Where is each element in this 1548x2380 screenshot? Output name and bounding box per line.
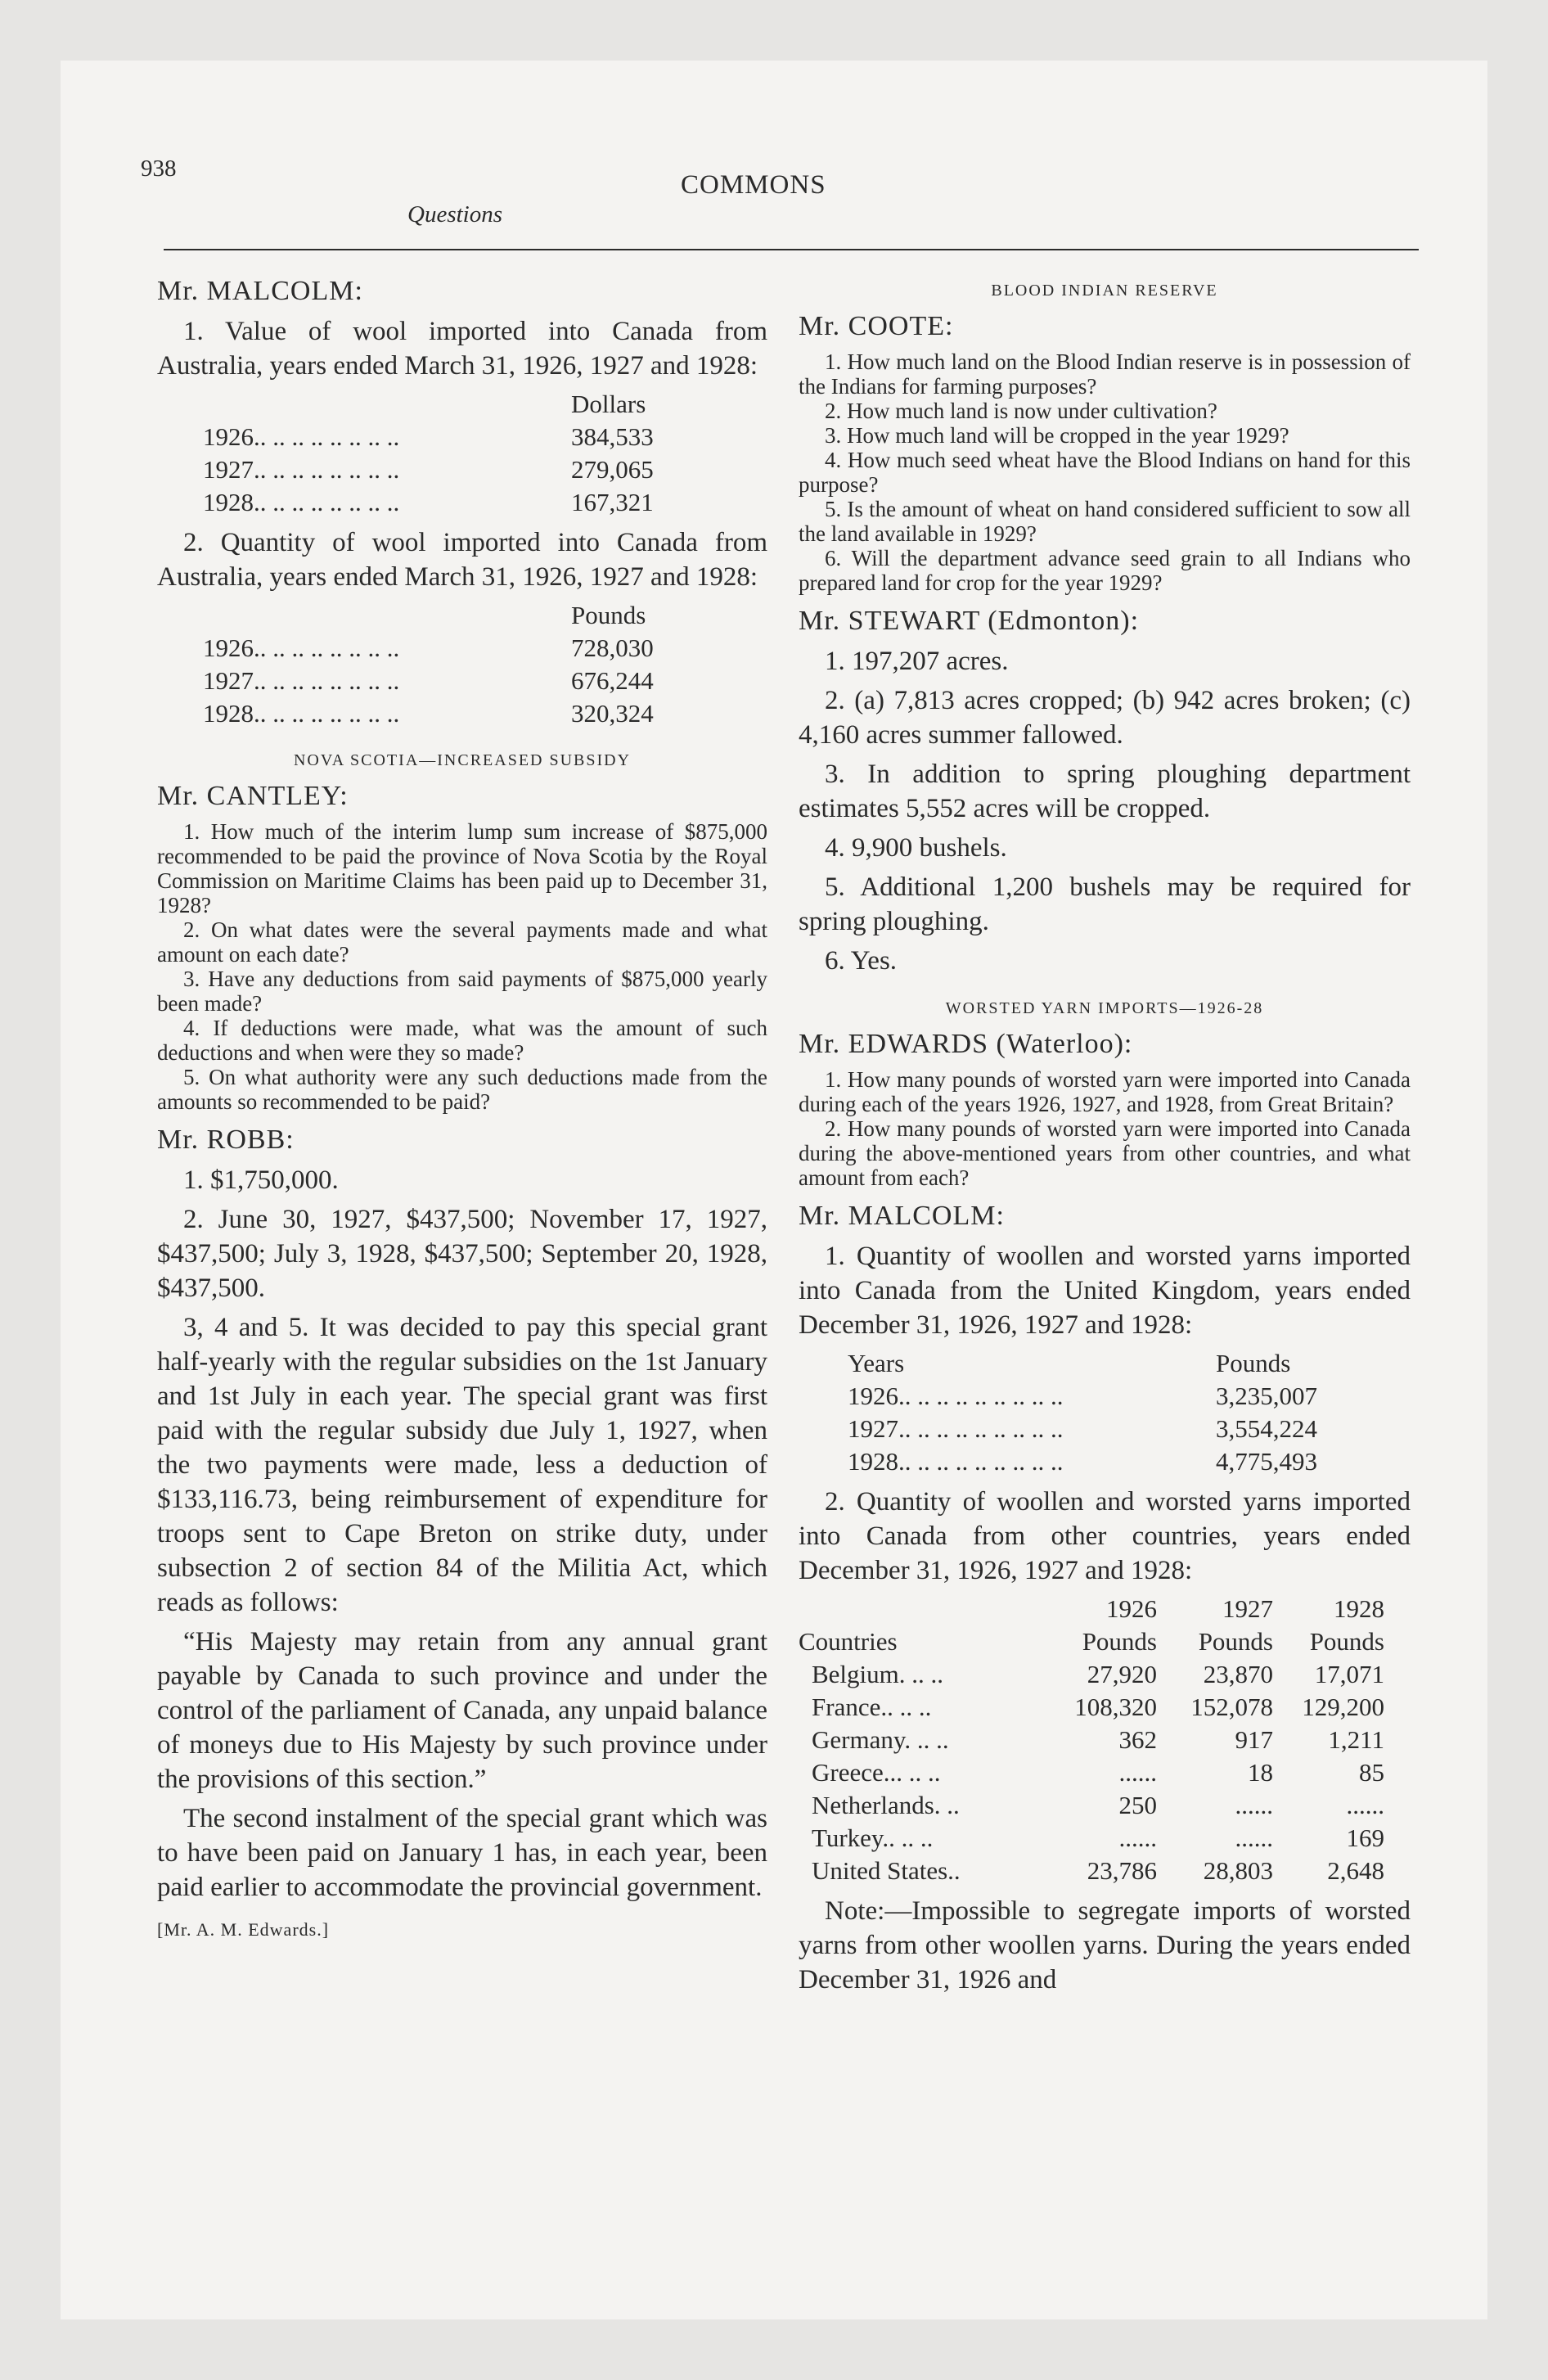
row-value-1926: 27,920: [1087, 1660, 1157, 1688]
question-5: 5. Is the amount of wheat on hand considered sufficient to sow all the land available in 1929?: [799, 497, 1411, 546]
col-unit: Pounds: [1198, 1627, 1273, 1656]
row-value-1926: 108,320: [1074, 1693, 1157, 1721]
section-label: Questions: [407, 201, 502, 228]
speaker-edwards: Mr. EDWARDS (Waterloo):: [799, 1029, 1133, 1059]
row-value-1928: 85: [1359, 1758, 1384, 1787]
answer-2: 2. Quantity of woollen and worsted yarns imported into Canada from other countries, years ended December 31, 1926, 1927 and 1928:: [799, 1487, 1411, 1585]
table-row: 1927.. .. .. .. .. .. .. .. 676,244: [203, 665, 710, 697]
question-2: 2. How many pounds of worsted yarn were imported into Canada during the above-mentioned years from other countries, and what amount from each?: [799, 1116, 1411, 1190]
right-column: [799, 265, 1411, 1997]
row-year: 1928: [203, 488, 254, 516]
row-year: 1927: [203, 666, 254, 695]
row-value-1926: 23,786: [1087, 1856, 1157, 1885]
table-header-pounds: Pounds: [1216, 1349, 1291, 1377]
table-row: 1926.. .. .. .. .. .. .. .. 728,030: [203, 632, 710, 665]
table-row: 1928.. .. .. .. .. .. .. .. 167,321: [203, 486, 710, 519]
speaker-malcolm: Mr. MALCOLM:: [157, 276, 363, 306]
row-value-1927: ......: [1235, 1823, 1273, 1852]
header-rule: [164, 249, 1419, 250]
question-3: 3. How much land will be cropped in the year 1929?: [825, 423, 1289, 448]
answer-5: 5. Additional 1,200 bushels may be required for spring ploughing.: [799, 872, 1411, 936]
table-row: [799, 1691, 1411, 1724]
row-year: 1927: [848, 1414, 898, 1443]
question-wool-value: 1. Value of wool imported into Canada from Australia, years ended March 31, 1926, 1927 and 1928:: [157, 317, 767, 381]
question-5: 5. On what authority were any such deductions made from the amounts so recommended to be paid?: [157, 1065, 767, 1114]
row-value: 3,235,007: [1216, 1382, 1317, 1410]
row-year: 1926: [848, 1382, 898, 1410]
row-value: 676,244: [571, 666, 654, 695]
question-1: 1. How much land on the Blood Indian reserve is in possession of the Indians for farming purposes?: [799, 349, 1411, 399]
speaker-cantley: Mr. CANTLEY:: [157, 781, 349, 811]
question-1: 1. How much of the interim lump sum increase of $875,000 recommended to be paid the province of Nova Scotia by the Royal Commission on Maritime Claims has been paid up to December 31, 1928?: [157, 819, 767, 917]
question-6: 6. Will the department advance seed grain to all Indians who prepared land for crop for the year 1929?: [799, 546, 1411, 595]
row-year: 1928: [848, 1447, 898, 1476]
answer-1: 1. $1,750,000.: [183, 1165, 339, 1195]
row-country: Netherlands. ..: [812, 1791, 960, 1819]
answer-6: 6. Yes.: [825, 946, 898, 976]
table-unit-label: Pounds: [571, 601, 646, 629]
row-value-1928: 129,200: [1302, 1693, 1384, 1721]
row-value: 384,533: [571, 422, 654, 451]
answer-2: 2. (a) 7,813 acres cropped; (b) 942 acres broken; (c) 4,160 acres summer fallowed.: [799, 686, 1411, 750]
row-country: Germany. .. ..: [812, 1725, 949, 1754]
question-3: 3. Have any deductions from said payments of $875,000 yearly been made?: [157, 967, 767, 1016]
table-row: [799, 1789, 1411, 1822]
row-value-1928: ......: [1346, 1791, 1384, 1819]
answer-1: 1. Quantity of woollen and worsted yarns imported into Canada from the United Kingdom, years ended December 31, 1926, 1927 and 1928:: [799, 1242, 1411, 1340]
table-row: [799, 1724, 1411, 1756]
table-header-years: Years: [848, 1349, 905, 1377]
table-row: 1927.. .. .. .. .. .. .. .. .. 3,554,224: [848, 1413, 1355, 1445]
table-row: [799, 1756, 1411, 1789]
table-row: 1926.. .. .. .. .. .. .. .. .. 3,235,007: [848, 1380, 1355, 1413]
answer-3-4-5: 3, 4 and 5. It was decided to pay this special grant half-yearly with the regular subsidies on the 1st January and 1st July in each year. The special grant was first paid with the regular subsidy due July 1, 1927, when the two payments were made, less a deduction of $133,116.73, being reimbursement of expenditure for troops sent to Cape Breton on strike duty, under subsection 2 of section 84 of the Militia Act, which reads as follows:: [157, 1313, 767, 1617]
quoted-act: “His Majesty may retain from any annual grant payable by Canada to such province and under the control of the parliament of Canada, any unpaid balance of moneys due to His Majesty by such province under the provisions of this section.”: [157, 1627, 767, 1794]
row-country: United States..: [812, 1856, 961, 1885]
question-4: 4. How much seed wheat have the Blood Indians on hand for this purpose?: [799, 448, 1411, 497]
row-value-1928: 17,071: [1314, 1660, 1384, 1688]
row-year: 1926: [203, 633, 254, 662]
question-1: 1. How many pounds of worsted yarn were imported into Canada during each of the years 1926, 1927, and 1928, from Great Britain?: [799, 1067, 1411, 1116]
col-year-1928: 1928: [1334, 1594, 1384, 1623]
row-value-1927: ......: [1235, 1791, 1273, 1819]
row-value: 279,065: [571, 455, 654, 484]
row-country: France.. .. ..: [812, 1693, 932, 1721]
table-row: [799, 1822, 1411, 1855]
speaker-robb: Mr. ROBB:: [157, 1125, 295, 1155]
answer-closing: The second instalment of the special grant which was to have been paid on January 1 has, in each year, been paid earlier to accommodate the provincial government.: [157, 1804, 767, 1902]
table-row: 1926.. .. .. .. .. .. .. .. 384,533: [203, 421, 710, 453]
table-row: 1928.. .. .. .. .. .. .. .. 320,324: [203, 697, 710, 730]
section-heading-nova-scotia: NOVA SCOTIA—INCREASED SUBSIDY: [293, 751, 632, 769]
row-year: 1928: [203, 699, 254, 728]
question-4: 4. If deductions were made, what was the amount of such deductions and when were they so made?: [157, 1016, 767, 1065]
row-value-1926: 250: [1118, 1791, 1157, 1819]
table-row: [799, 1658, 1411, 1691]
page-number: 938: [141, 156, 177, 182]
row-value-1927: 152,078: [1190, 1693, 1273, 1721]
row-value-1928: 1,211: [1328, 1725, 1384, 1754]
uk-yarn-table: [848, 1347, 1355, 1478]
wool-value-table: [203, 388, 710, 519]
row-year: 1927: [203, 455, 254, 484]
row-value-1928: 2,648: [1327, 1856, 1384, 1885]
answer-2: 2. June 30, 1927, $437,500; November 17, 1927, $437,500; July 3, 1928, $437,500; September 20, 1928, $437,500.: [157, 1205, 767, 1303]
answer-1: 1. 197,207 acres.: [825, 647, 1009, 676]
speaker-stewart: Mr. STEWART (Edmonton):: [799, 606, 1140, 636]
row-value: 320,324: [571, 699, 654, 728]
col-year-1927: 1927: [1222, 1594, 1273, 1623]
question-2: 2. How much land is now under cultivation?: [825, 399, 1217, 423]
answer-3: 3. In addition to spring ploughing department estimates 5,552 acres will be cropped.: [799, 760, 1411, 823]
table-row: [799, 1855, 1411, 1887]
section-heading-worsted-yarn: WORSTED YARN IMPORTS—1926-28: [945, 999, 1264, 1017]
question-2: 2. On what dates were the several payments made and what amount on each date?: [157, 917, 767, 967]
table-row: 1928.. .. .. .. .. .. .. .. .. 4,775,493: [848, 1445, 1355, 1478]
row-country: Belgium. .. ..: [812, 1660, 944, 1688]
speaker-malcolm: Mr. MALCOLM:: [799, 1201, 1005, 1231]
section-heading-blood-indian: BLOOD INDIAN RESERVE: [991, 282, 1218, 300]
note: Note:—Impossible to segregate imports of worsted yarns from other woollen yarns. During the years ended December 31, 1926 and: [799, 1896, 1411, 1995]
row-value-1927: 917: [1235, 1725, 1273, 1754]
row-value-1926: 362: [1118, 1725, 1157, 1754]
row-country: Greece... .. ..: [812, 1758, 941, 1787]
row-value: 4,775,493: [1216, 1447, 1317, 1476]
table-unit-label: Dollars: [571, 390, 646, 418]
row-value-1927: 28,803: [1203, 1856, 1273, 1885]
row-year: 1926: [203, 422, 254, 451]
row-value-1926: ......: [1118, 1823, 1157, 1852]
row-value-1927: 23,870: [1203, 1660, 1273, 1688]
question-wool-quantity: 2. Quantity of wool imported into Canada from Australia, years ended March 31, 1926, 1927 and 1928:: [157, 528, 767, 592]
row-value: 167,321: [571, 488, 654, 516]
speaker-coote: Mr. COOTE:: [799, 311, 954, 341]
country-yarn-table: [799, 1593, 1411, 1887]
col-countries: Countries: [799, 1627, 898, 1656]
col-unit: Pounds: [1309, 1627, 1384, 1656]
row-value-1927: 18: [1248, 1758, 1273, 1787]
col-unit: Pounds: [1082, 1627, 1157, 1656]
page-footer: [Mr. A. M. Edwards.]: [157, 1919, 330, 1940]
left-column: [157, 265, 767, 1941]
wool-quantity-table: [203, 599, 710, 730]
table-row: 1927.. .. .. .. .. .. .. .. 279,065: [203, 453, 710, 486]
running-title: COMMONS: [681, 170, 826, 200]
row-value-1926: ......: [1118, 1758, 1157, 1787]
row-value-1928: 169: [1346, 1823, 1384, 1852]
answer-4: 4. 9,900 bushels.: [825, 833, 1007, 863]
row-value: 728,030: [571, 633, 654, 662]
row-country: Turkey.. .. ..: [812, 1823, 934, 1852]
col-year-1926: 1926: [1106, 1594, 1157, 1623]
row-value: 3,554,224: [1216, 1414, 1317, 1443]
